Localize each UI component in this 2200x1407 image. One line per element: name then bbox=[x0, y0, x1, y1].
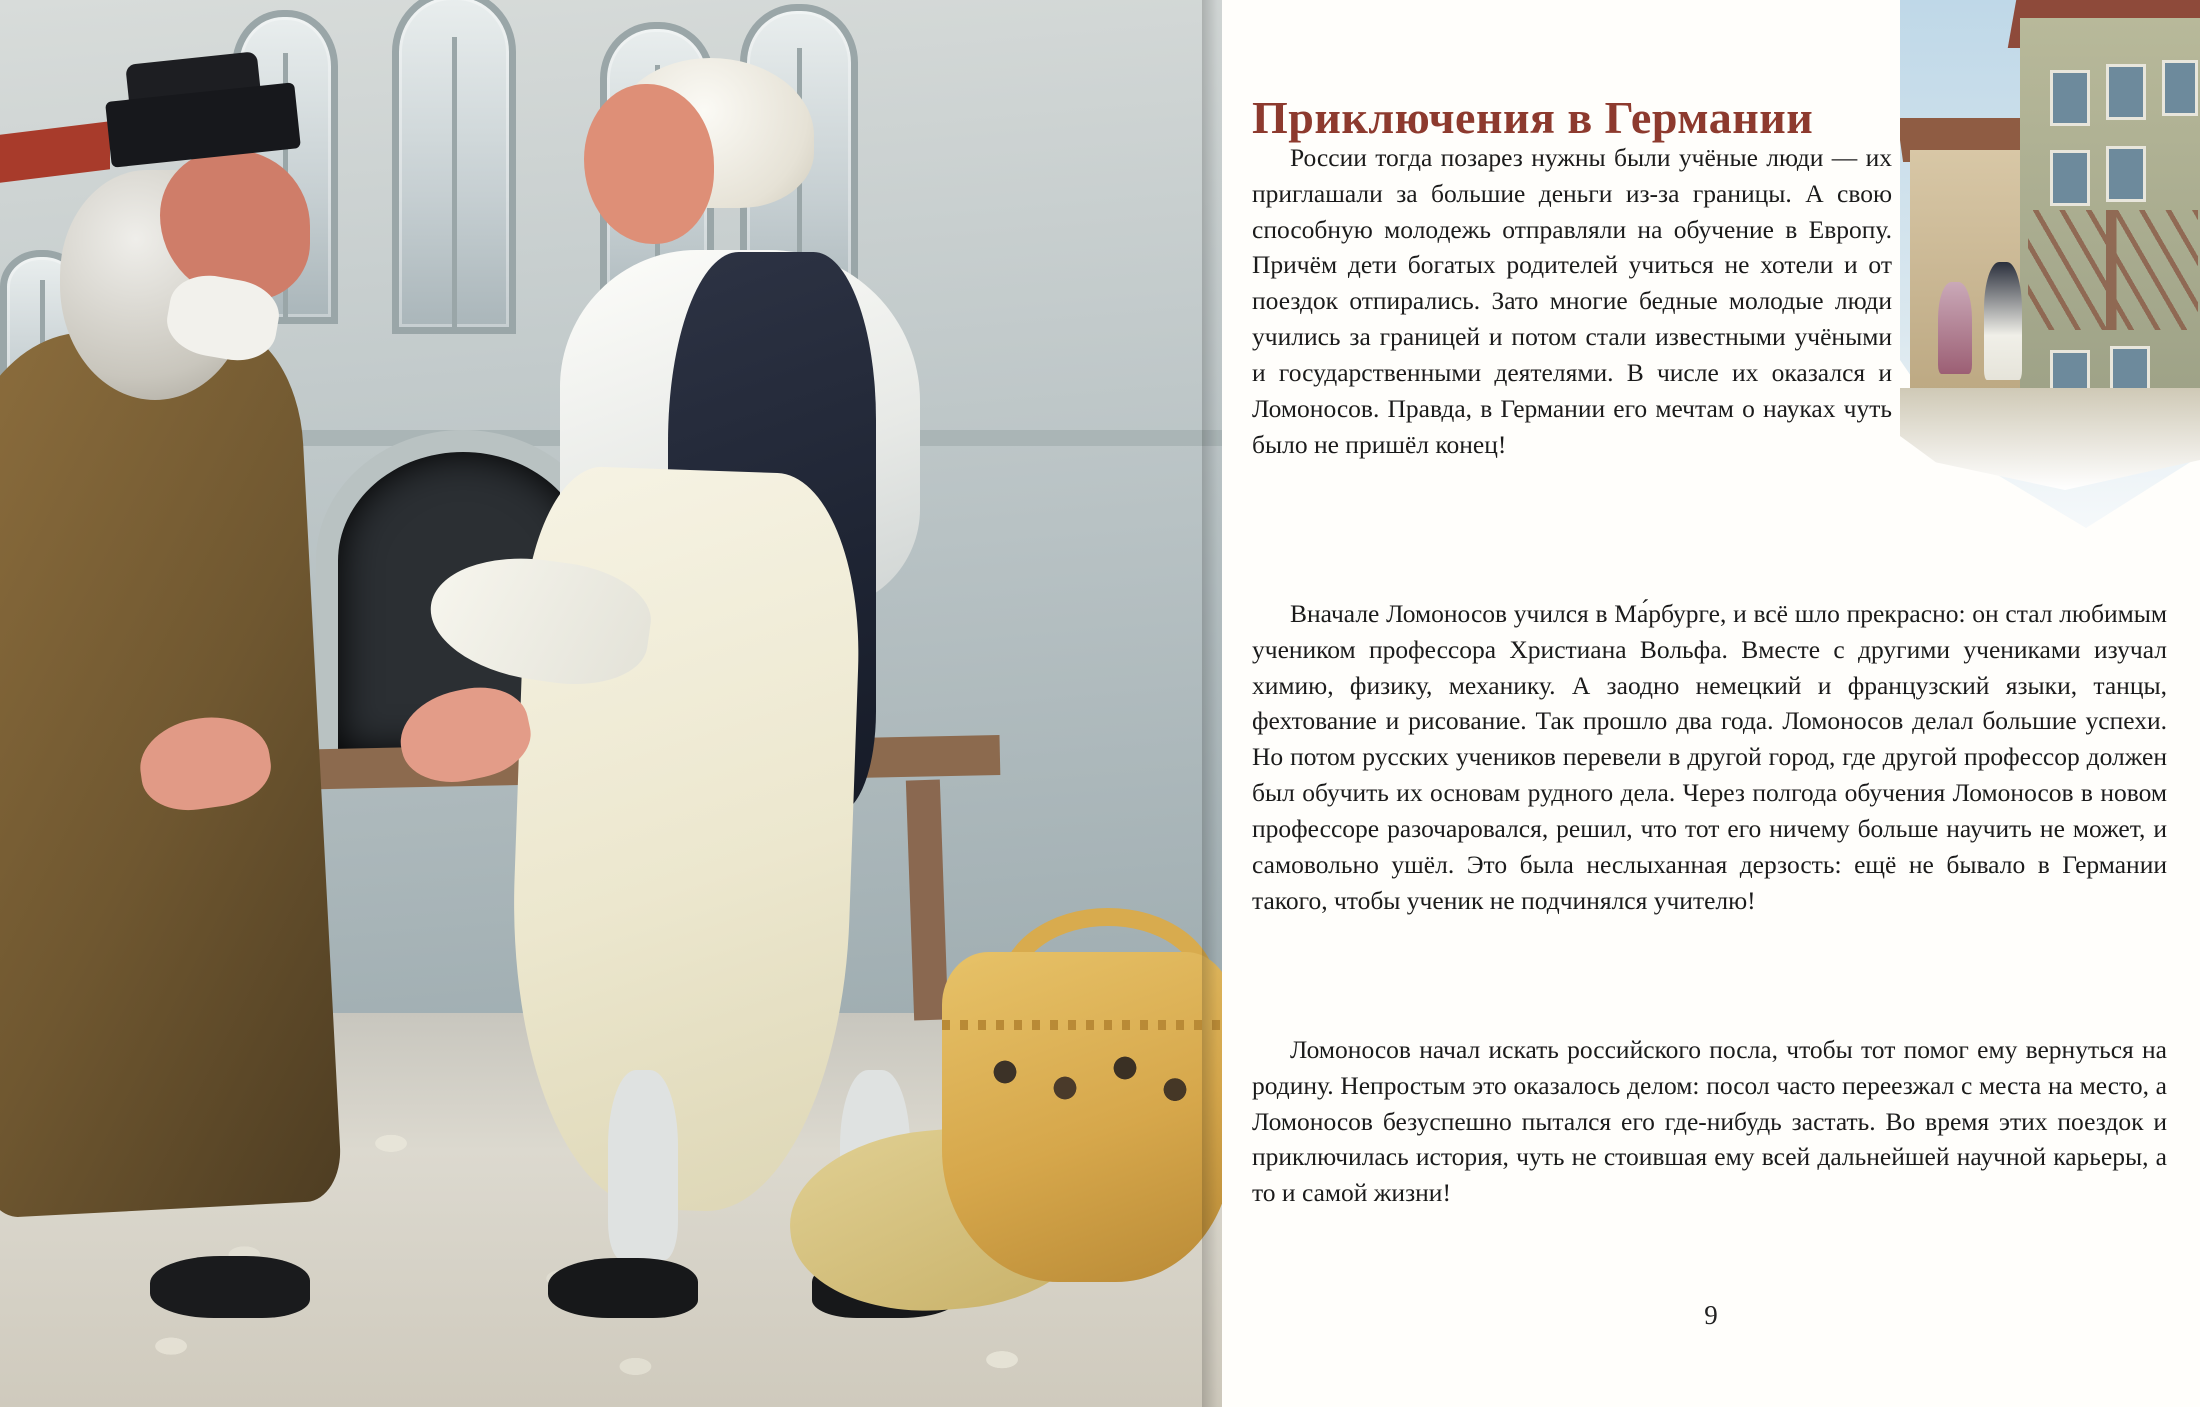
basket-weave bbox=[942, 1020, 1222, 1030]
young-man-shoe bbox=[548, 1258, 698, 1318]
basket-contents bbox=[960, 1040, 1210, 1120]
vignette-window bbox=[2050, 70, 2090, 126]
vignette-window bbox=[2050, 150, 2090, 206]
paragraph: Вначале Ломоносов учился в Ма́рбурге, и всё шло прекрасно: он стал любимым учеником профессора Христиана Вольфа. Вместе с другими учениками изучал химию, физику, механику. А заодно немецкий и французский языки, танцы, фехтование и рисование. Так прошло два года. Ломоносов делал большие успехи. Но потом русских учеников перевели в другой город, где другой профессор должен был обучить их основам рудного дела. Через полгода обучения Ломоносов в новом профессоре разочаровался, решил, что тот его ничему больше научить не может, и самовольно ушёл. Это была неслыханная дерзость: ещё не бывало в Германии такого, чтобы ученик не подчинялся учителю! bbox=[1252, 599, 2167, 915]
vignette-window bbox=[2162, 60, 2198, 116]
paragraph: Ломоносов начал искать российского посла, чтобы тот помог ему вернуться на родину. Непростым это оказалось делом: посол часто переезжал с места на место, а Ломоносов безуспешно пытался его где-нибудь застать. Во время этих поездок и приключилась история, чуть не стоившая ему всей дальнейшей научной карьеры, а то и самой жизни! bbox=[1252, 1035, 2167, 1208]
vignette-window bbox=[2106, 146, 2146, 202]
window-mullion bbox=[452, 37, 457, 327]
vignette-timber-framing bbox=[2028, 210, 2198, 330]
vignette-window bbox=[2106, 64, 2146, 120]
young-man-leg bbox=[608, 1070, 678, 1260]
paragraph-block-2 bbox=[1252, 596, 2167, 918]
church-window bbox=[392, 0, 516, 334]
paragraph: России тогда позарез нужны были учёные люди — их приглашали за большие деньги из-за границы. А свою способную молодежь отправляли на обучение в Европу. Причём дети богатых родителей учиться не хотели и от поездок отпирались. Зато многие бедные молодые люди учились за границей и потом стали известными учёными и государственными деятелями. В числе их оказался и Ломоносов. Правда, в Германии его мечтам о науках чуть было не пришёл конец! bbox=[1252, 143, 1892, 459]
right-page-text bbox=[1222, 0, 2200, 1407]
vignette-illustration bbox=[1900, 0, 2200, 600]
page-number: 9 bbox=[1704, 1300, 1718, 1330]
page-gutter-shadow bbox=[1202, 0, 1222, 1407]
paragraph-block-3 bbox=[1252, 1032, 2167, 1211]
page-folio bbox=[1222, 1300, 2200, 1331]
chapter-title: Приключения в Германии bbox=[1252, 91, 1814, 143]
vignette-figure-soldier bbox=[1984, 262, 2022, 380]
vignette-figure-woman bbox=[1938, 282, 1972, 374]
paragraph-block-1 bbox=[1252, 140, 1892, 462]
old-man-shoe bbox=[150, 1256, 310, 1318]
